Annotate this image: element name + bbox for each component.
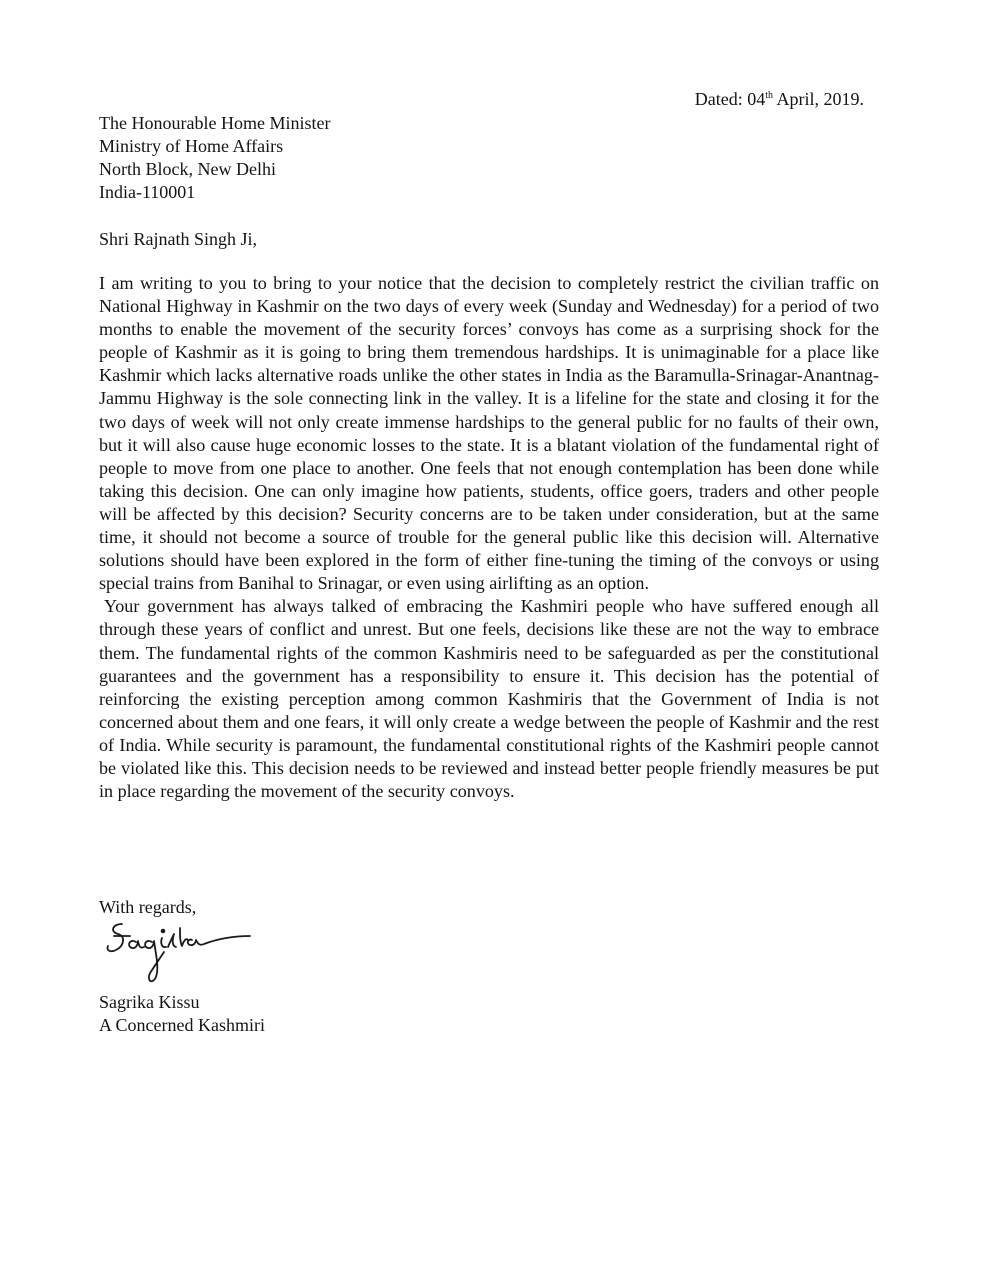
signer-title: A Concerned Kashmiri	[99, 1015, 265, 1035]
date-rest: April, 2019.	[772, 89, 864, 109]
recipient-line-1: The Honourable Home Minister	[99, 113, 331, 133]
body-paragraph-1: I am writing to you to bring to your notice that the decision to completely restrict the civilian traffic on National Highway in Kashmir on the two days of every week (Sunday and Wednesday) for a period of two months to enable the movement of the security forces’ convoys has come as a surprising shock for the people of Kashmir as it is going to bring them tremendous hardships. It is unimaginable for a place like Kashmir which lacks alternative roads unlike the other states in India as the Baramulla-Srinagar-Anantnag-Jammu Highway is the sole connecting link in the valley. It is a lifeline for the state and closing it for the two days of week will not only create immense hardships to the general public for no faults of their own, but it will also cause huge economic losses to the state. It is a blatant violation of the fundamental right of people to move from one place to another. One feels that not enough contemplation has been done while taking this decision. One can only imagine how patients, students, office goers, traders and other people will be affected by this decision? Security concerns are to be taken under consideration, but at the same time, it should not become a source of trouble for the general public like this decision will. Alternative solutions should have been explored in the form of either fine-tuning the timing of the convoys or using special trains from Banihal to Srinagar, or even using airlifting as an option.	[99, 273, 879, 594]
body-paragraph-2: Your government has always talked of embracing the Kashmiri people who have suffered enough all through these years of conflict and unrest. But one feels, decisions like these are not the way to embrace them. The fundamental rights of the common Kashmiris need to be safeguarded as per the constitutional guarantees and the government has a responsibility to ensure it. This decision has the potential of reinforcing the existing perception among common Kashmiris that the Government of India is not concerned about them and one fears, it will only create a wedge between the people of Kashmir and the rest of India. While security is paramount, the fundamental constitutional rights of the Kashmiri people cannot be violated like this. This decision needs to be reviewed and instead better people friendly measures be put in place regarding the movement of the security convoys.	[99, 596, 879, 802]
recipient-line-3: North Block, New Delhi	[99, 159, 276, 179]
letter-date	[695, 88, 864, 111]
date-prefix: Dated: 04	[694, 89, 766, 109]
recipient-line-4: India-110001	[99, 182, 196, 202]
signer-block	[99, 991, 265, 1037]
signer-name: Sagrika Kissu	[99, 992, 200, 1012]
handwritten-signature	[100, 910, 280, 990]
recipient-line-2: Ministry of Home Affairs	[99, 136, 284, 156]
letter-body	[99, 272, 879, 803]
closing: With regards,	[99, 897, 197, 917]
recipient-address	[99, 112, 330, 204]
salutation: Shri Rajnath Singh Ji,	[99, 229, 258, 249]
date-suffix: th	[765, 90, 773, 101]
